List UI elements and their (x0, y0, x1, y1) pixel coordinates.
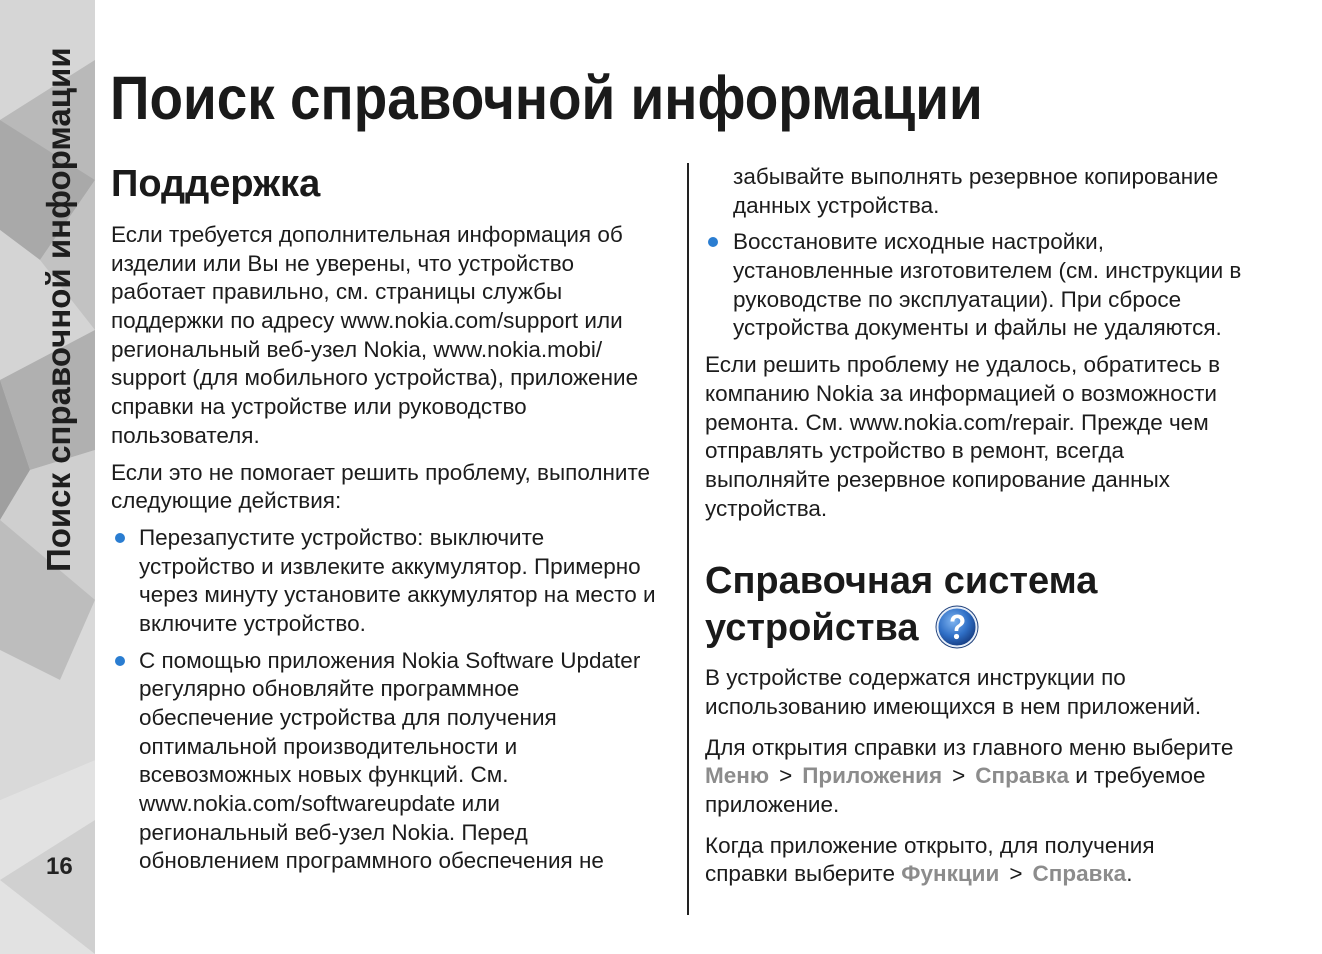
device-help-heading (705, 558, 1270, 652)
heading-line (705, 605, 1270, 652)
bullet-item-restart (111, 524, 676, 639)
menu-path-item-help: Справка (975, 763, 1069, 789)
text-line: руководстве по эксплуатации). При сбросе (733, 286, 1182, 312)
text-line: забывайте выполнять резервное копирование (733, 164, 1219, 189)
text-line: ремонта. См. www.nokia.com/repair. Прежде чем (705, 409, 1209, 435)
text-line: через минуту установите аккумулятор на место и (139, 582, 656, 608)
heading-line-text: устройства (705, 607, 919, 650)
text-line: Если требуется дополнительная информация об (111, 222, 623, 247)
steps-intro-paragraph (111, 459, 676, 516)
menu-path-separator: > (952, 763, 966, 789)
right-column (705, 163, 1270, 897)
left-column (111, 160, 676, 884)
sidebar-section-title: Поиск справочной информации (40, 47, 77, 572)
text-line: устройство и извлеките аккумулятор. Примерно (139, 553, 641, 579)
text-line: оптимальной производительности и (139, 733, 518, 759)
text-fragment: . (1126, 861, 1133, 887)
text-line: использованию имеющихся в нем приложений. (705, 693, 1202, 719)
text-line: региональный веб-узел Nokia. Перед (139, 819, 528, 845)
menu-path-separator: > (779, 763, 793, 789)
menu-path-separator: > (1009, 861, 1023, 887)
text-line: С помощью приложения Nokia Software Updater (139, 647, 641, 673)
repair-paragraph (705, 351, 1270, 523)
menu-path-item-help: Справка (1032, 861, 1127, 887)
text-line: пользователя. (111, 422, 260, 448)
menu-path-item-applications: Приложения (802, 763, 943, 789)
device-help-intro-paragraph (705, 664, 1270, 721)
bullet-dot-icon (115, 656, 125, 666)
bullet-dot-icon (708, 237, 718, 247)
help-question-icon (934, 604, 980, 650)
text-line: включите устройство. (139, 610, 366, 636)
page-number: 16 (46, 853, 73, 880)
page-title: Поиск справочной информации (110, 64, 983, 132)
text-line: Восстановите исходные настройки, (733, 229, 1104, 255)
text-line: всевозможных новых функций. См. (139, 762, 509, 788)
text-line: устройства документы и файлы не удаляются. (733, 315, 1222, 341)
text-line: приложение. (705, 792, 840, 817)
menu-path-item-menu: Меню (705, 763, 770, 789)
text-line: регулярно обновляйте программное (139, 676, 520, 702)
column-divider (687, 163, 689, 915)
in-app-help-paragraph (705, 832, 1270, 889)
text-line: справки на устройстве или руководство (111, 394, 527, 420)
sidebar (0, 0, 95, 954)
text-fragment: и требуемое (1075, 763, 1206, 789)
text-line: изделии или Вы не уверены, что устройство (111, 250, 574, 276)
menu-path-item-functions: Функции (901, 861, 1000, 887)
text-line: Перезапустите устройство: выключите (139, 524, 545, 550)
open-help-paragraph (705, 734, 1270, 820)
text-line: поддержки по адресу www.nokia.com/support или (111, 308, 623, 334)
text-line: установленные изготовителем (см. инструкции в (733, 258, 1242, 284)
menu-path-line (705, 762, 1270, 791)
text-line: Когда приложение открыто, для получения (705, 832, 1155, 858)
text-line: устройства. (705, 495, 828, 521)
text-line: обеспечение устройства для получения (139, 705, 557, 730)
menu-path-line (705, 860, 1270, 889)
text-line: www.nokia.com/softwareupdate или (139, 791, 500, 817)
text-line: В устройстве содержатся инструкции по (705, 665, 1126, 691)
text-line: отправлять устройство в ремонт, всегда (705, 438, 1124, 464)
bullet-item-factory-reset (705, 228, 1270, 343)
text-fragment: справки выберите (705, 861, 895, 887)
text-line: следующие действия: (111, 488, 342, 514)
text-line: Если решить проблему не удалось, обратитесь в (705, 352, 1221, 378)
text-line: Для открытия справки из главного меню выберите (705, 734, 1234, 760)
text-line: региональный веб-узел Nokia, www.nokia.mobi/ (111, 336, 603, 362)
text-line: компанию Nokia за информацией о возможности (705, 380, 1217, 406)
support-heading: Поддержка (111, 163, 321, 205)
bullet-dot-icon (115, 533, 125, 543)
bullet-item-software-update-continued (705, 163, 1270, 220)
support-intro-paragraph (111, 221, 676, 451)
text-line: работает правильно, см. страницы службы (111, 279, 563, 305)
text-line: Если это не помогает решить проблему, выполните (111, 459, 651, 485)
heading-line: Справочная система (705, 560, 1098, 603)
text-line: данных устройства. (733, 192, 940, 218)
bullet-item-software-update (111, 647, 676, 877)
text-line: обновлением программного обеспечения не (139, 848, 604, 874)
text-line: support (для мобильного устройства), приложение (111, 365, 639, 391)
text-line: выполняйте резервное копирование данных (705, 466, 1171, 492)
